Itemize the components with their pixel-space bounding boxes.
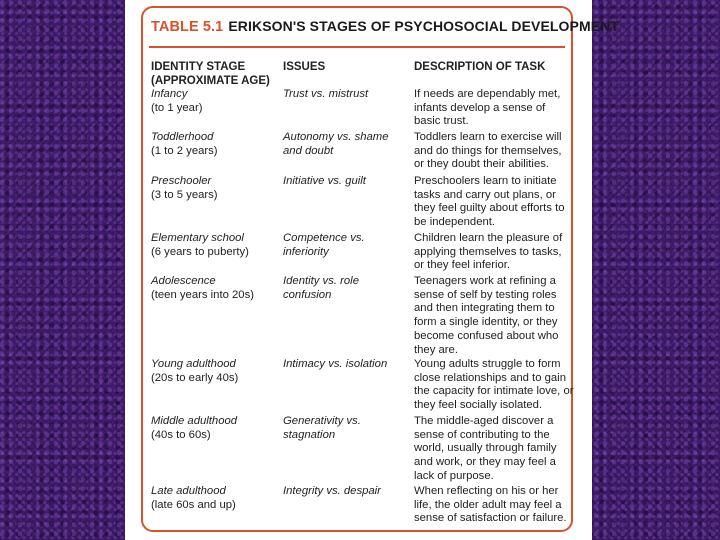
issue-cell: Competence vs. inferiority bbox=[283, 232, 365, 258]
header-stage: IDENTITY STAGE (APPROXIMATE AGE) bbox=[151, 61, 270, 87]
header-issues: ISSUES bbox=[283, 61, 326, 73]
stage-cell: Infancy (to 1 year) bbox=[151, 88, 203, 114]
issue-cell: Autonomy vs. shame and doubt bbox=[283, 131, 389, 157]
task-cell: Preschoolers learn to initiate tasks and carry out plans, or they feel guilty about efforts to be independent. bbox=[414, 175, 565, 229]
stage-cell: Middle adulthood (40s to 60s) bbox=[151, 415, 238, 441]
issue-cell: Generativity vs. stagnation bbox=[283, 415, 361, 441]
table-title-text: ERIKSON'S STAGES OF PSYCHOSOCIAL DEVELOPMENT bbox=[228, 18, 620, 34]
stage-cell: Preschooler (3 to 5 years) bbox=[151, 175, 218, 201]
table-frame bbox=[141, 6, 620, 532]
header-task: DESCRIPTION OF TASK bbox=[414, 61, 546, 73]
issue-cell: Intimacy vs. isolation bbox=[283, 358, 388, 370]
task-cell: The middle-aged discover a sense of contributing to the world, usually through family and work, or they may feel a lack of purpose. bbox=[414, 415, 557, 482]
issue-cell: Integrity vs. despair bbox=[283, 485, 381, 497]
issue-cell: Identity vs. role confusion bbox=[283, 275, 359, 301]
task-cell: If needs are dependably met, infants develop a sense of basic trust. bbox=[414, 88, 561, 128]
table-number: TABLE 5.1 bbox=[151, 19, 224, 35]
stage-cell: Adolescence (teen years into 20s) bbox=[151, 275, 254, 301]
task-cell: When reflecting on his or her life, the older adult may feel a sense of satisfaction or failure. bbox=[414, 485, 567, 525]
task-cell: Toddlers learn to exercise will and do things for themselves, or they doubt their abilities. bbox=[414, 131, 562, 171]
stage-cell: Elementary school (6 years to puberty) bbox=[151, 232, 249, 258]
stage-cell: Late adulthood (late 60s and up) bbox=[151, 485, 236, 511]
slide-panel bbox=[125, 0, 620, 540]
stage-cell: Young adulthood (20s to early 40s) bbox=[151, 358, 239, 384]
issue-cell: Trust vs. mistrust bbox=[283, 88, 369, 100]
task-cell: Children learn the pleasure of applying themselves to tasks, or they feel inferior. bbox=[414, 232, 563, 272]
issue-cell: Initiative vs. guilt bbox=[283, 175, 366, 187]
task-cell: Teenagers work at refining a sense of self by testing roles and then integrating them to form a single identity, or they become confused about who they are. bbox=[414, 275, 559, 356]
task-cell: Young adults struggle to form close relationships and to gain the capacity for intimate love, or they feel socially isolated. bbox=[414, 358, 574, 412]
table-body bbox=[143, 8, 574, 530]
stage-cell: Toddlerhood (1 to 2 years) bbox=[151, 131, 218, 157]
